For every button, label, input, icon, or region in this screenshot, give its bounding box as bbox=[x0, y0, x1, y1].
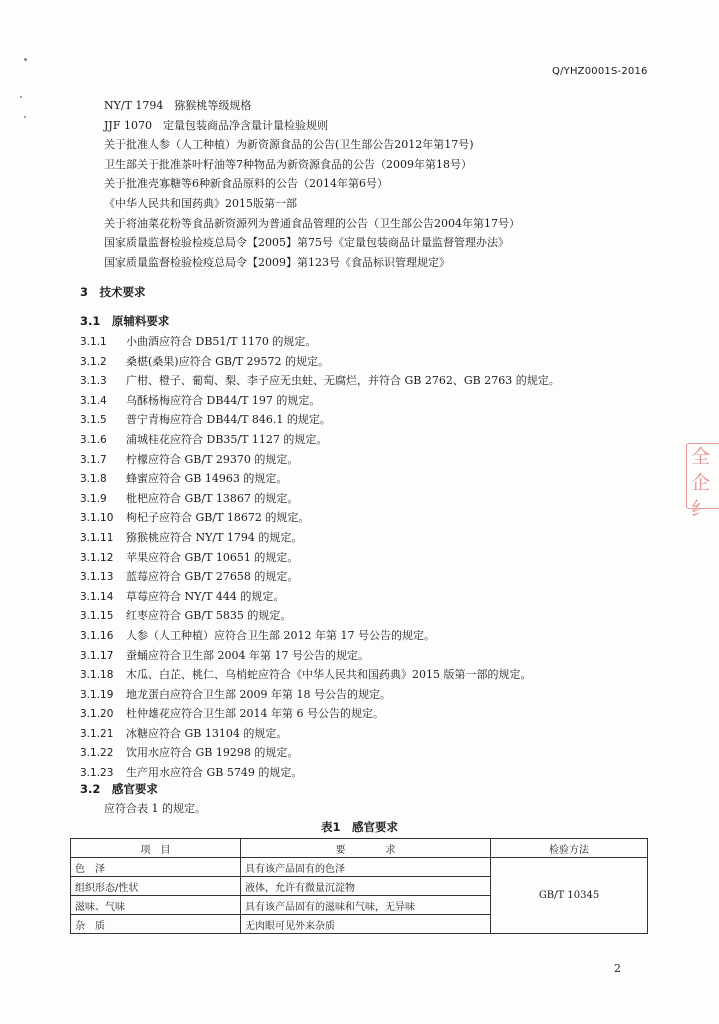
item-text: 地龙蛋白应符合卫生部 2009 年第 18 号公告的规定。 bbox=[126, 687, 391, 701]
table-caption: 表1 感官要求 bbox=[321, 820, 399, 834]
reference-line: 《中华人民共和国药典》2015版第一部 bbox=[104, 196, 297, 210]
item-number: 3.1.8 bbox=[80, 473, 107, 486]
item-text: 乌酥杨梅应符合 DB44/T 197 的规定。 bbox=[126, 393, 321, 407]
reference-line: 关于批准壳寡糖等6种新食品原料的公告（2014年第6号） bbox=[104, 177, 388, 191]
reference-line: 国家质量监督检验检疫总局令【2009】第123号《食品标识管理规定》 bbox=[104, 255, 450, 269]
item-text: 猕猴桃应符合 NY/T 1794 的规定。 bbox=[126, 530, 303, 544]
item-text: 红枣应符合 GB/T 5835 的规定。 bbox=[126, 609, 292, 623]
item-text: 浦城桂花应符合 DB35/T 1127 的规定。 bbox=[126, 432, 328, 446]
item-text: 饮用水应符合 GB 19298 的规定。 bbox=[126, 746, 299, 760]
reference-line: 关于批准人参（人工种植）为新资源食品的公告(卫生部公告2012年第17号) bbox=[104, 138, 474, 152]
reference-line: 关于将油菜花粉等食品新资源列为普通食品管理的公告（卫生部公告2004年第17号） bbox=[104, 216, 520, 230]
item-number: 3.1.16 bbox=[80, 629, 114, 642]
item-number: 3.1.20 bbox=[80, 708, 114, 721]
item-number: 3.1.15 bbox=[80, 610, 114, 623]
scan-speck bbox=[20, 96, 22, 98]
item-number: 3.1.19 bbox=[80, 688, 114, 701]
row-item: 组织形态/性状 bbox=[71, 877, 241, 896]
item-number: 3.1.2 bbox=[80, 355, 107, 368]
item-text: 小曲酒应符合 DB51/T 1170 的规定。 bbox=[126, 335, 317, 348]
row-item: 滋味、气味 bbox=[71, 896, 241, 915]
item-text: 枸杞子应符合 GB/T 18672 的规定。 bbox=[126, 511, 310, 525]
list-item bbox=[80, 352, 660, 372]
item-number: 3.1.14 bbox=[80, 590, 114, 603]
row-requirement: 具有该产品固有的色泽 bbox=[241, 858, 491, 877]
list-item bbox=[80, 626, 660, 646]
page-number: 2 bbox=[614, 962, 621, 975]
item-number: 3.1.22 bbox=[80, 747, 114, 760]
row-requirement: 具有该产品固有的滋味和气味，无异味 bbox=[241, 896, 491, 915]
item-number: 3.1.9 bbox=[80, 492, 107, 505]
list-item bbox=[80, 743, 660, 763]
standard-code: Q/YHZ0001S-2016 bbox=[552, 66, 648, 77]
row-item: 色 泽 bbox=[71, 858, 241, 877]
reference-line: 国家质量监督检验检疫总局令【2005】第75号《定量包装商品计量监督管理办法》 bbox=[104, 236, 509, 250]
table-header-row bbox=[71, 839, 648, 858]
item-number: 3.1.13 bbox=[80, 571, 114, 584]
item-text: 广柑、橙子、葡萄、梨、李子应无虫蛀、无腐烂，并符合 GB 2762、GB 2763 的规定。 bbox=[126, 374, 560, 388]
list-item bbox=[80, 567, 660, 587]
item-text: 木瓜、白芷、桃仁、乌梢蛇应符合《中华人民共和国药典》2015 版第一部的规定。 bbox=[126, 668, 532, 682]
column-header-item: 项 目 bbox=[71, 839, 241, 858]
item-number: 3.1.5 bbox=[80, 414, 107, 427]
item-number: 3.1.10 bbox=[80, 512, 114, 525]
list-item bbox=[80, 646, 660, 666]
item-number: 3.1.11 bbox=[80, 531, 114, 544]
list-item bbox=[80, 665, 660, 685]
list-item bbox=[80, 489, 660, 509]
item-text: 苹果应符合 GB/T 10651 的规定。 bbox=[126, 550, 299, 564]
item-text: 杜仲雄花应符合卫生部 2014 年第 6 号公告的规定。 bbox=[126, 707, 384, 721]
item-text: 蜂蜜应符合 GB 14963 的规定。 bbox=[126, 472, 288, 486]
item-text: 桑椹(桑果)应符合 GB/T 29572 的规定。 bbox=[126, 354, 329, 368]
list-item bbox=[80, 528, 660, 548]
item-number: 3.1.6 bbox=[80, 433, 107, 446]
item-number: 3.1.23 bbox=[80, 767, 114, 780]
item-text: 蚕蛹应符合卫生部 2004 年第 17 号公告的规定。 bbox=[126, 648, 369, 662]
column-header-method: 检验方法 bbox=[491, 839, 648, 858]
stamp-text-line: 全企 bbox=[691, 446, 711, 494]
list-item bbox=[80, 724, 660, 744]
reference-line: NY/T 1794 猕猴桃等级规格 bbox=[104, 99, 252, 112]
list-item bbox=[80, 548, 660, 568]
list-item bbox=[80, 508, 660, 528]
item-number: 3.1.7 bbox=[80, 453, 107, 466]
item-text: 枇杷应符合 GB/T 13867 的规定。 bbox=[126, 491, 299, 505]
table-row bbox=[71, 858, 648, 877]
list-item bbox=[80, 704, 660, 724]
item-number: 3.1.12 bbox=[80, 551, 114, 564]
list-item bbox=[80, 469, 660, 489]
item-number: 3.1.1 bbox=[80, 336, 107, 348]
item-text: 蓝莓应符合 GB/T 27658 的规定。 bbox=[126, 570, 299, 584]
section-3-heading: 3 技术要求 bbox=[80, 285, 146, 299]
row-requirement: 无肉眼可见外来杂质 bbox=[241, 915, 491, 934]
list-item bbox=[80, 685, 660, 705]
item-number: 3.1.4 bbox=[80, 394, 107, 407]
stamp-text-line: 纟 bbox=[691, 498, 711, 520]
test-method: GB/T 10345 bbox=[491, 858, 648, 934]
item-text: 人参（人工种植）应符合卫生部 2012 年第 17 号公告的规定。 bbox=[126, 628, 435, 642]
list-item bbox=[80, 410, 660, 430]
list-item bbox=[80, 587, 660, 607]
list-item bbox=[80, 606, 660, 626]
raw-material-requirements bbox=[80, 332, 660, 783]
list-item bbox=[80, 371, 660, 391]
item-number: 3.1.18 bbox=[80, 669, 114, 682]
scan-speck bbox=[24, 116, 26, 118]
item-text: 普宁青梅应符合 DB44/T 846.1 的规定。 bbox=[126, 413, 331, 427]
reference-line: JJF 1070 定量包装商品净含量计量检验规则 bbox=[104, 118, 328, 132]
item-text: 冰糖应符合 GB 13104 的规定。 bbox=[126, 726, 288, 740]
item-number: 3.1.3 bbox=[80, 375, 107, 388]
row-item: 杂 质 bbox=[71, 915, 241, 934]
item-text: 柠檬应符合 GB/T 29370 的规定。 bbox=[126, 452, 299, 466]
item-text: 草莓应符合 NY/T 444 的规定。 bbox=[126, 589, 285, 603]
sensory-requirements-table bbox=[70, 838, 648, 934]
column-header-requirement: 要 求 bbox=[241, 839, 491, 858]
item-number: 3.1.17 bbox=[80, 649, 114, 662]
list-item bbox=[80, 391, 660, 411]
list-item bbox=[80, 450, 660, 470]
section-3-2-heading: 3.2 感官要求 bbox=[80, 782, 158, 796]
item-number: 3.1.21 bbox=[80, 727, 114, 740]
scan-speck bbox=[24, 58, 27, 61]
table-reference-note: 应符合表 1 的规定。 bbox=[104, 802, 206, 815]
list-item bbox=[80, 430, 660, 450]
red-seal-stamp bbox=[686, 443, 719, 520]
section-3-1-heading: 3.1 原辅料要求 bbox=[80, 314, 170, 328]
reference-line: 卫生部关于批准茶叶籽油等7种物品为新资源食品的公告（2009年第18号） bbox=[104, 157, 472, 171]
normative-references bbox=[104, 96, 664, 272]
list-item bbox=[80, 332, 660, 352]
row-requirement: 液体，允许有微量沉淀物 bbox=[241, 877, 491, 896]
list-item bbox=[80, 763, 660, 783]
item-text: 生产用水应符合 GB 5749 的规定。 bbox=[126, 766, 303, 780]
